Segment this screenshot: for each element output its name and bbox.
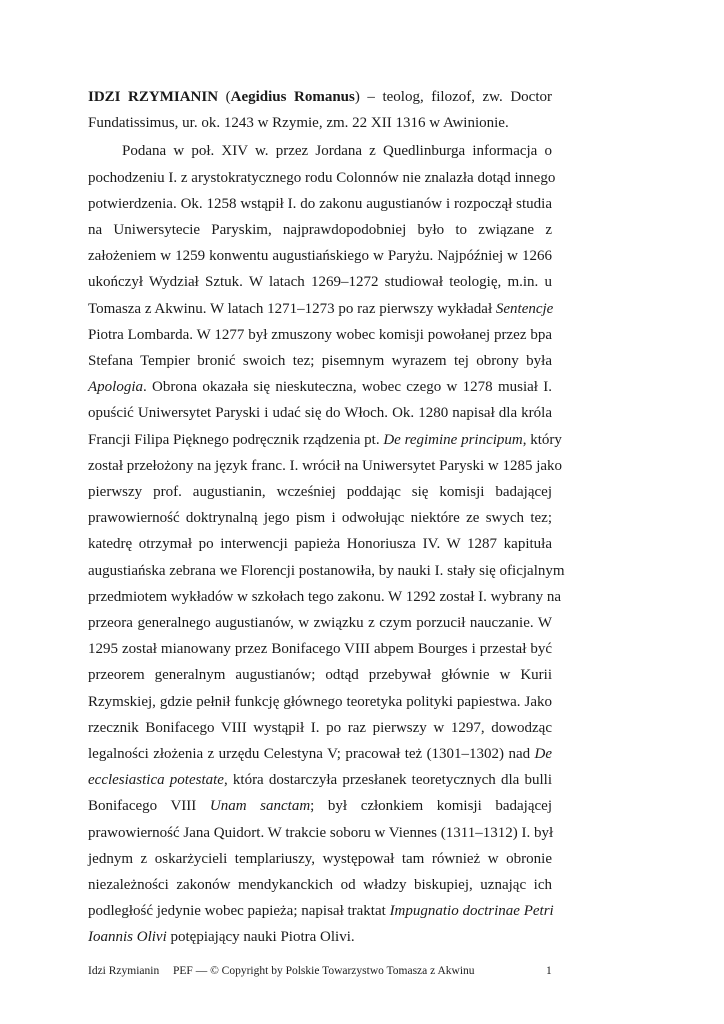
text-line <box>88 165 556 191</box>
text-run: augustiańska zebrana we Florencji postanowiła, by nauki I. stały się oficjalnym <box>88 562 565 579</box>
text-run: pochodzeniu I. z arystokratycznego rodu Colonnów nie znalazła dotąd innego <box>88 169 556 186</box>
text-line <box>88 558 565 584</box>
italic-text: De <box>534 746 552 762</box>
text-line <box>88 689 552 715</box>
text-line <box>88 584 562 610</box>
page-number: 1 <box>546 965 552 977</box>
text-run: Tomasza z Akwinu. W latach 1271–1273 po raz pierwszy wykładał <box>88 300 496 317</box>
text-line <box>88 296 552 322</box>
text-line <box>88 846 552 872</box>
text-run: Bonifacego VIII <box>88 798 210 815</box>
italic-text: Apologia <box>88 379 143 396</box>
text-line <box>88 348 552 374</box>
text-run: przedmiotem wykładów w szkołach tego zakonu. W 1292 został I. wybrany na <box>88 588 562 605</box>
text-line <box>88 217 552 243</box>
bold-text: IDZI RZYMIANIN <box>88 89 219 105</box>
text-run: katedrę otrzymał po interwencji papieża Honoriusza IV. W 1287 kapituła <box>88 536 552 553</box>
text-line <box>88 479 552 505</box>
text-line <box>88 636 552 662</box>
text-line <box>88 453 563 479</box>
text-run: 1295 został mianowany przez Bonifacego VIII abpem Bourges i przestał być <box>88 641 552 658</box>
italic-text: Unam sanctam <box>209 798 311 815</box>
text-line <box>88 374 552 400</box>
footer-copyright: PEF — © Copyright by Polskie Towarzystwo Tomasza z Akwinu <box>173 965 475 977</box>
text-run: został przełożony na język franc. I. wrócił na Uniwersytet Paryski w 1285 jako <box>88 457 563 474</box>
text-line <box>122 138 552 164</box>
text-run: potępiający nauki Piotra Olivi. <box>166 929 355 946</box>
text-run: Stefana Tempier bronić swoich tez; pisemnym wyrazem tej obrony była <box>88 353 552 369</box>
text-run: Francji Filipa Pięknego podręcznik rządzenia pt. <box>88 431 384 448</box>
text-run: pierwszy prof. augustianin, wcześniej poddając się komisji badającej <box>88 484 552 500</box>
text-run: Rzymskiej, gdzie pełnił funkcję głównego teoretyka polityki papiestwa. Jako <box>88 693 552 710</box>
text-line <box>88 427 562 453</box>
text-run: ) – teolog, filozof, zw. Doctor <box>354 89 552 105</box>
text-line <box>88 110 552 136</box>
text-run: ( <box>218 89 231 105</box>
text-line <box>88 715 552 741</box>
text-line <box>88 191 552 217</box>
text-run: , który <box>522 431 562 448</box>
text-line <box>88 322 552 348</box>
footer-title: Idzi Rzymianin <box>88 965 160 977</box>
text-line <box>88 898 552 924</box>
text-line <box>88 741 552 767</box>
text-line <box>88 662 552 688</box>
text-line <box>88 610 552 636</box>
italic-text: ecclesiastica potestate <box>88 772 224 789</box>
text-run: niezależności zakonów mendykanckich od władzy biskupiej, uznając ich <box>88 877 552 893</box>
text-run: ukończył Wydział Sztuk. W latach 1269–1272 studiował teologię, m.in. u <box>88 274 552 291</box>
text-run: podległość jedynie wobec papieża; napisał traktat <box>88 903 390 920</box>
text-line <box>88 531 552 557</box>
text-run: Podana w poł. XIV w. przez Jordana z Quedlinburga informacja o <box>122 143 552 160</box>
text-line <box>88 820 552 846</box>
text-run: legalności złożenia z urzędu Celestyna V; pracował też (1301–1302) nad <box>88 746 535 762</box>
text-line <box>88 243 552 269</box>
text-run: Fundatissimus, ur. ok. 1243 w Rzymie, zm. 22 XII 1316 w Awinionie. <box>88 115 509 132</box>
text-run: opuścić Uniwersytet Paryski i udać się do Włoch. Ok. 1280 napisał dla króla <box>88 405 552 422</box>
italic-text: Ioannis Olivi <box>88 929 167 946</box>
bold-text: Aegidius Romanus <box>230 89 355 105</box>
text-run: . Obrona okazała się nieskuteczna, wobec czego w 1278 musiał I. <box>143 379 552 396</box>
text-line <box>88 872 552 898</box>
text-run: założeniem w 1259 konwentu augustiańskiego w Paryżu. Najpóźniej w 1266 <box>88 248 552 265</box>
italic-text: De regimine principum <box>383 431 523 448</box>
text-line <box>88 924 552 950</box>
text-run: przeorem generalnym augustianów; odtąd przebywał głównie w Kurii <box>88 667 552 684</box>
text-run: prawowierność Jana Quidort. W trakcie soboru w Viennes (1311–1312) I. był <box>88 824 554 841</box>
text-run: na Uniwersytecie Paryskim, najprawdopodobniej było to związane z <box>88 222 552 238</box>
text-run: prawowierność doktrynalną jego pism i odwołując niektóre ze swych tez; <box>88 510 552 527</box>
text-run: , która dostarczyła przesłanek teoretycznych dla bulli <box>223 772 552 789</box>
italic-text: Sentencje <box>495 300 554 317</box>
text-line <box>88 793 552 819</box>
text-line <box>88 400 552 426</box>
text-run: ; był członkiem komisji badającej <box>310 798 552 815</box>
text-run: jednym z oskarżycieli templariuszy, występował tam również w obronie <box>88 850 552 867</box>
text-run: przeora generalnego augustianów, w związku z czym porzucił nauczanie. W <box>88 615 552 631</box>
text-line <box>88 269 552 295</box>
text-run: Piotra Lombarda. W 1277 był zmuszony wobec komisji powołanej przez bpa <box>88 326 552 343</box>
text-run: potwierdzenia. Ok. 1258 wstąpił I. do zakonu augustianów i rozpoczął studia <box>88 195 552 212</box>
text-line <box>88 505 552 531</box>
text-line <box>88 767 552 793</box>
text-line <box>88 84 552 110</box>
text-run: rzecznik Bonifacego VIII wystąpił I. po raz pierwszy w 1297, dowodząc <box>88 719 552 736</box>
italic-text: Impugnatio doctrinae Petri <box>389 903 554 920</box>
